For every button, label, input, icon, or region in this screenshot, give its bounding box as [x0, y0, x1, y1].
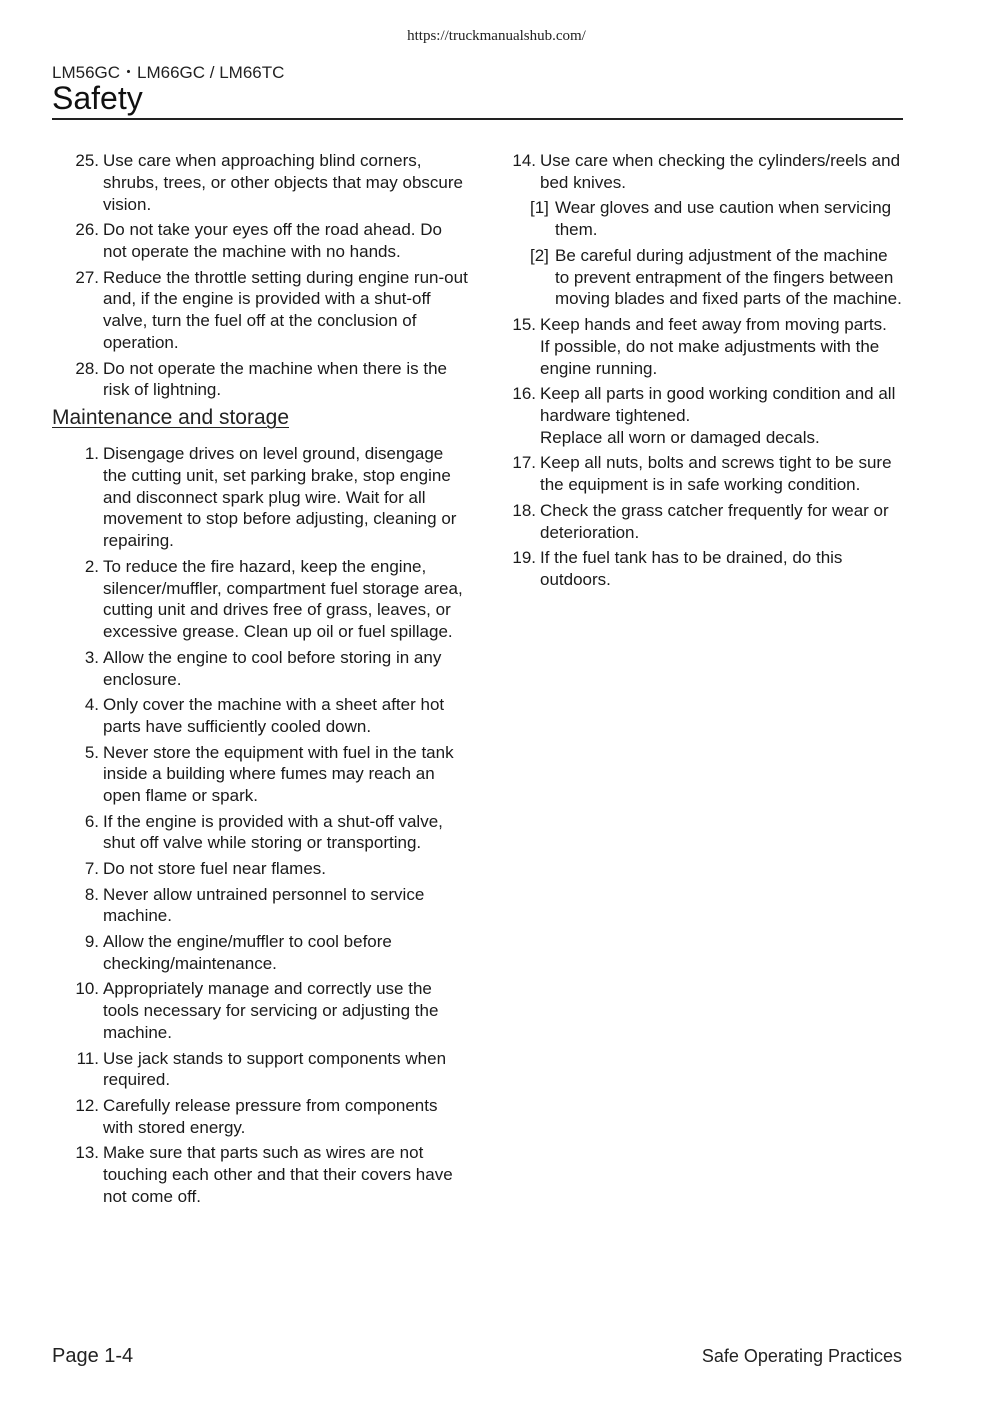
item-number: 26. — [75, 220, 99, 240]
list-item — [52, 1095, 470, 1139]
item-number: 7. — [84, 859, 99, 879]
item-text: Reduce the throttle setting during engine run-out and, if the engine is provided with a shut-off valve, turn the fuel off at the conclusion of operation. — [103, 267, 468, 352]
list-item — [52, 1048, 470, 1092]
item-number: 17. — [512, 453, 536, 473]
item-number: 28. — [75, 358, 99, 378]
item-text: Make sure that parts such as wires are not touching each other and that their covers have not come off. — [103, 1143, 453, 1207]
item-number: 16. — [512, 384, 536, 404]
item-text — [536, 383, 904, 448]
sub-item-text: Be careful during adjustment of the machine to prevent entrapment of the fingers between moving blades and fixed parts of the machine. — [555, 245, 902, 309]
list-item — [490, 314, 904, 379]
item-text: Use jack stands to support components when required. — [103, 1048, 447, 1090]
item-text: Allow the engine/muffler to cool before checking/maintenance. — [103, 932, 392, 973]
item-number: 13. — [75, 1143, 99, 1163]
item-number: 12. — [75, 1096, 99, 1116]
item-number: 2. — [84, 556, 99, 576]
item-text: Keep all nuts, bolts and screws tight to be sure the equipment is in safe working condition. — [540, 453, 892, 495]
sub-item-number: [2] — [530, 245, 549, 265]
item-number: 3. — [84, 647, 99, 667]
item-number: 15. — [512, 314, 536, 334]
list-item — [52, 884, 470, 928]
item-text: Carefully release pressure from components with stored energy. — [103, 1096, 438, 1137]
list-item — [490, 150, 904, 194]
item-text: Only cover the machine with a sheet after hot parts have sufficiently cooled down. — [103, 695, 445, 736]
list-item — [52, 931, 470, 975]
list-item — [52, 150, 470, 215]
item-text: Do not operate the machine when there is the risk of lightning. — [103, 358, 447, 400]
item-text: Do not take your eyes off the road ahead. Do not operate the machine with no hands. — [103, 220, 442, 261]
item-number: 27. — [75, 267, 99, 287]
list-item — [52, 811, 470, 855]
item-text-line: Keep hands and feet away from moving parts. — [540, 314, 887, 334]
item-text: Never store the equipment with fuel in the tank inside a building where fumes may reach an open flame or spark. — [103, 742, 454, 806]
item-text-line: If possible, do not make adjustments with the engine running. — [540, 336, 880, 378]
title-divider — [52, 118, 903, 120]
list-item — [52, 694, 470, 738]
list-item — [52, 443, 470, 552]
item-text-line: Replace all worn or damaged decals. — [540, 427, 820, 447]
item-text: To reduce the fire hazard, keep the engine, silencer/muffler, compartment fuel storage area, cutting unit and drives free of grass, leaves, or excessive grease. Clean up oil or fuel spillage. — [103, 556, 463, 642]
right-column — [490, 150, 904, 595]
list-item — [52, 267, 470, 354]
left-column — [52, 150, 470, 1212]
item-number: 11. — [76, 1048, 99, 1068]
item-text-line: Keep all parts in good working condition and all hardware tightened. — [540, 384, 896, 425]
sub-item-text: Wear gloves and use caution when servicing them. — [555, 198, 892, 240]
item-text: Use care when approaching blind corners, shrubs, trees, or other objects that may obscure vision. — [103, 151, 464, 214]
list-item — [52, 858, 470, 880]
item-number: 9. — [84, 932, 99, 952]
list-item — [490, 383, 904, 448]
list-item — [52, 358, 470, 402]
item-text: Check the grass catcher frequently for wear or deterioration. — [540, 500, 889, 542]
model-line: LM56GC・LM66GC / LM66TC — [52, 63, 285, 82]
item-number: 14. — [512, 151, 536, 170]
item-text: Use care when checking the cylinders/reels and bed knives. — [540, 151, 901, 192]
item-number: 18. — [512, 500, 536, 520]
item-number: 1. — [84, 443, 99, 463]
list-item — [52, 1142, 470, 1207]
list-item — [490, 452, 904, 496]
item-number: 19. — [512, 548, 536, 568]
item-text: If the fuel tank has to be drained, do this outdoors. — [540, 548, 843, 589]
maintenance-subheading: Maintenance and storage — [52, 405, 289, 429]
sub-list-item — [530, 245, 904, 310]
item-text: Disengage drives on level ground, disengage the cutting unit, set parking brake, stop engine and disconnect spark plug wire. Wait for all movement to stop before adjusting, cleaning or repairing. — [103, 443, 457, 551]
page-title: Safety — [52, 80, 143, 116]
list-item — [52, 742, 470, 807]
list-item — [490, 500, 904, 544]
item-number: 25. — [75, 151, 99, 170]
item-text — [536, 314, 904, 379]
item-text: Never allow untrained personnel to service machine. — [103, 884, 425, 926]
list-item — [52, 556, 470, 643]
item-text: Allow the engine to cool before storing in any enclosure. — [103, 647, 442, 689]
item-number: 4. — [84, 695, 99, 715]
item-number: 5. — [84, 742, 99, 762]
source-url: https://truckmanualshub.com/ — [407, 28, 586, 44]
list-item — [52, 647, 470, 691]
item-text: Appropriately manage and correctly use the tools necessary for servicing or adjusting the machine. — [103, 979, 439, 1043]
list-item — [52, 978, 470, 1043]
item-number: 10. — [75, 979, 99, 999]
page-number: Page 1-4 — [52, 1345, 134, 1367]
list-item — [52, 219, 470, 263]
sub-item-number: [1] — [530, 198, 549, 218]
item-number: 6. — [84, 811, 99, 831]
section-name: Safe Operating Practices — [701, 1346, 902, 1366]
item-text: If the engine is provided with a shut-off valve, shut off valve while storing or transporting. — [103, 811, 443, 853]
item-number: 8. — [84, 884, 99, 904]
sub-list-item — [530, 197, 904, 241]
list-item — [490, 547, 904, 591]
item-text: Do not store fuel near flames. — [103, 859, 327, 879]
